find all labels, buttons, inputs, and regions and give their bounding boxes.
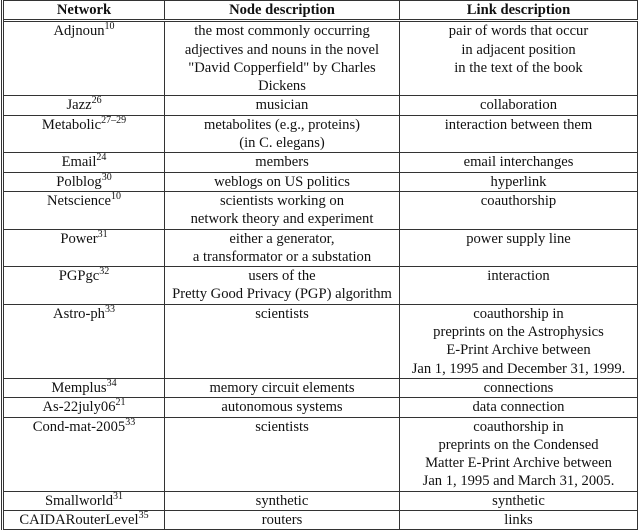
- network-cell: [3, 417, 165, 491]
- node-description-line: synthetic: [255, 492, 309, 509]
- network-cell: [3, 304, 165, 378]
- link-description-line: pair of words that occur: [448, 23, 589, 40]
- reference-number: 24: [96, 152, 107, 164]
- node-description-line: either a generator,: [229, 230, 335, 247]
- link-description-cell: [400, 511, 638, 530]
- link-description-line: in adjacent position: [461, 41, 576, 58]
- node-description-line: (in C. elegans): [239, 135, 325, 152]
- link-description-line: interaction between them: [444, 116, 593, 133]
- table-row: [3, 115, 638, 153]
- link-description-line: collaboration: [480, 97, 557, 114]
- reference-number: 31: [97, 228, 108, 240]
- node-description-line: adjectives and nouns in the novel: [184, 41, 380, 58]
- link-description-line: Matter E-Print Archive between: [425, 455, 612, 472]
- link-description-cell: [400, 417, 638, 491]
- network-name: Netscience: [46, 192, 111, 209]
- table-row: [3, 491, 638, 510]
- table-row: [3, 153, 638, 172]
- reference-number: 27–29: [101, 114, 127, 126]
- link-description-line: hyperlink: [490, 173, 547, 190]
- link-description-line: email interchanges: [463, 154, 574, 171]
- network-name: PGPgc: [58, 268, 100, 285]
- node-description-line: "David Copperfield" by Charles Dickens: [188, 59, 376, 95]
- node-description-line: weblogs on US politics: [214, 173, 350, 190]
- reference-number: 34: [106, 378, 117, 390]
- network-cell: [3, 115, 165, 153]
- link-description-line: E-Print Archive between: [446, 342, 591, 359]
- link-description-line: power supply line: [466, 230, 571, 247]
- table-row: [3, 96, 638, 115]
- link-description-cell: [400, 229, 638, 267]
- network-name: Power: [60, 230, 98, 247]
- table-row: [3, 304, 638, 378]
- node-description-cell: [165, 417, 400, 491]
- node-description-cell: [165, 267, 400, 305]
- node-description-cell: [165, 491, 400, 510]
- network-name: CAIDARouterLevel: [19, 512, 139, 529]
- network-name: Astro-ph: [53, 305, 105, 322]
- link-description-line: Jan 1, 1995 and March 31, 2005.: [422, 473, 615, 490]
- network-table: [1, 0, 638, 530]
- network-cell: [3, 191, 165, 229]
- header-row: [3, 1, 638, 21]
- reference-number: 10: [111, 191, 121, 203]
- network-name: As-22july06: [42, 399, 116, 416]
- link-description-cell: [400, 491, 638, 510]
- link-description-cell: [400, 172, 638, 191]
- link-description-cell: [400, 191, 638, 229]
- node-description-cell: [165, 229, 400, 267]
- header-link-description: Link description: [400, 1, 638, 21]
- node-description-line: autonomous systems: [221, 399, 343, 416]
- reference-number: 31: [113, 490, 124, 502]
- network-cell: [3, 172, 165, 191]
- node-description-line: the most commonly occurring: [194, 23, 370, 40]
- node-description-cell: [165, 378, 400, 397]
- node-description-cell: [165, 511, 400, 530]
- reference-number: 33: [104, 303, 115, 315]
- link-description-line: in the text of the book: [454, 59, 583, 76]
- node-description-line: network theory and experiment: [190, 211, 374, 228]
- link-description-line: connections: [483, 379, 554, 396]
- link-description-line: interaction: [487, 268, 550, 285]
- link-description-cell: [400, 96, 638, 115]
- link-description-cell: [400, 21, 638, 96]
- node-description-line: scientists: [255, 305, 309, 322]
- network-cell: [3, 378, 165, 397]
- node-description-cell: [165, 153, 400, 172]
- reference-number: 10: [104, 21, 115, 33]
- table-row: [3, 378, 638, 397]
- network-cell: [3, 21, 165, 96]
- node-description-cell: [165, 191, 400, 229]
- link-description-line: coauthorship in: [473, 418, 564, 435]
- network-cell: [3, 511, 165, 530]
- network-name: Jazz: [66, 97, 92, 114]
- link-description-line: Jan 1, 1995 and December 31, 1999.: [411, 360, 626, 377]
- network-name: Email: [61, 154, 97, 171]
- link-description-cell: [400, 398, 638, 417]
- reference-number: 30: [101, 171, 112, 183]
- link-description-cell: [400, 153, 638, 172]
- header-network: Network: [3, 1, 165, 21]
- table-row: [3, 191, 638, 229]
- link-description-line: preprints on the Astrophysics: [433, 324, 604, 341]
- node-description-line: scientists: [255, 418, 309, 435]
- link-description-cell: [400, 115, 638, 153]
- network-name: Polblog: [56, 173, 102, 190]
- node-description-line: metabolites (e.g., proteins): [203, 116, 361, 133]
- node-description-line: routers: [261, 512, 303, 529]
- link-description-line: coauthorship in: [473, 305, 564, 322]
- link-description-line: data connection: [472, 399, 565, 416]
- node-description-cell: [165, 115, 400, 153]
- network-name: Adjnoun: [53, 23, 105, 40]
- reference-number: 33: [125, 416, 136, 428]
- node-description-cell: [165, 172, 400, 191]
- network-cell: [3, 96, 165, 115]
- network-cell: [3, 398, 165, 417]
- network-cell: [3, 229, 165, 267]
- link-description-line: synthetic: [492, 492, 545, 509]
- reference-number: 35: [138, 510, 149, 522]
- table-row: [3, 172, 638, 191]
- node-description-line: members: [255, 154, 309, 171]
- link-description-cell: [400, 304, 638, 378]
- reference-number: 21: [115, 397, 126, 409]
- table-row: [3, 398, 638, 417]
- network-name: Memplus: [51, 379, 107, 396]
- reference-number: 26: [91, 95, 102, 107]
- node-description-line: users of the: [248, 268, 316, 285]
- network-name: Cond-mat-2005: [32, 418, 126, 435]
- node-description-line: scientists working on: [219, 192, 345, 209]
- link-description-line: coauthorship: [480, 192, 557, 209]
- table-row: [3, 511, 638, 530]
- network-name: Metabolic: [41, 116, 102, 133]
- table-row: [3, 417, 638, 491]
- link-description-line: links: [504, 512, 533, 529]
- network-name: Smallworld: [44, 492, 114, 509]
- network-cell: [3, 491, 165, 510]
- network-cell: [3, 267, 165, 305]
- table-row: [3, 229, 638, 267]
- node-description-line: memory circuit elements: [209, 379, 355, 396]
- node-description-cell: [165, 398, 400, 417]
- reference-number: 32: [99, 266, 110, 278]
- node-description-cell: [165, 304, 400, 378]
- node-description-cell: [165, 96, 400, 115]
- table-row: [3, 21, 638, 96]
- node-description-line: Pretty Good Privacy (PGP) algorithm: [172, 286, 392, 303]
- network-cell: [3, 153, 165, 172]
- node-description-line: a transformator or a substation: [192, 248, 372, 265]
- header-node-description: Node description: [165, 1, 400, 21]
- link-description-cell: [400, 267, 638, 305]
- node-description-cell: [165, 21, 400, 96]
- node-description-line: musician: [255, 97, 309, 114]
- link-description-cell: [400, 378, 638, 397]
- link-description-line: preprints on the Condensed: [438, 436, 599, 453]
- table-row: [3, 267, 638, 305]
